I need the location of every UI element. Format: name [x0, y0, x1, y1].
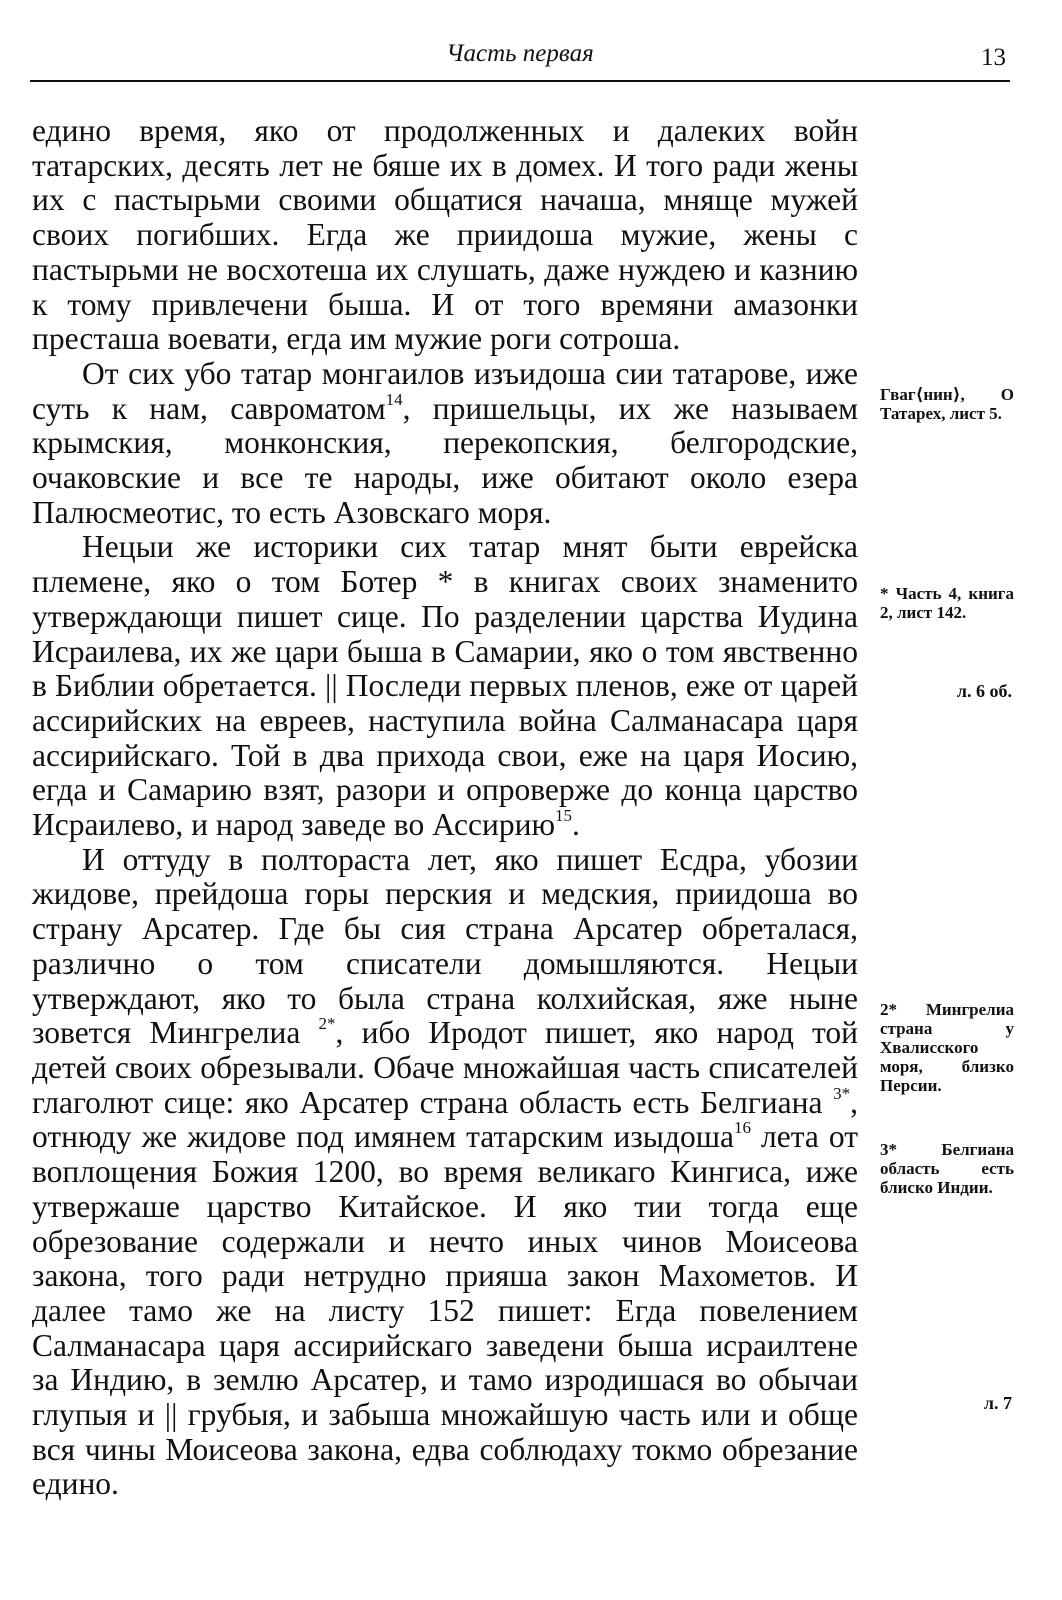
note-ref-3: 3* [833, 1083, 851, 1103]
paragraph-text: , отнюду же жидове под имянем татарским изыдоша [32, 1084, 858, 1155]
paragraph-text: , ибо Иродот пишет, яко народ той детей своих обрезывали. Обаче множайшая часть списателей глаголют сице: яко Арсатер страна область есть Белгиана [32, 1015, 859, 1120]
paragraph-text: . [572, 807, 580, 843]
leaf-mark-7: л. 7 [983, 1393, 1012, 1413]
margin-note-star: * Часть 4, книга 2, лист 142. [880, 584, 1014, 622]
paragraph-3 [32, 530, 858, 842]
footnote-ref-14: 14 [385, 389, 403, 409]
paragraph-text: , пришельцы, их же называем крымския, монконския, перекопския, белгородские, очаковские и все те народы, иже обитают около езера Палюсмеотис, то есть Азовскаго моря. [32, 390, 858, 530]
paragraph-text: лета от воплощения Божия 1200, во время великаго Кингиса, иже утвержаше царство Китайское. И яко тии тогда еще обрезование содержали и нечто иных чинов Моисеова закона, того ради нетрудно прияша закон Махометов. И далее тамо же на листу 152 пишет: Егда повелением Салманасара царя ассирийскаго заведени быша исраилтене за Индию, в землю Арсатер, и тамо изродишася во обычаи глупыя и || грубыя, и забыша множайшую часть или и обще вся чины Моисеова закона, едва соблюдаху токмо обрезание едино. [32, 1119, 858, 1502]
margin-note-2: 2* Мингрелиа страна у Хвалисского моря, близко Персии. [880, 1000, 1014, 1095]
paragraph-2 [32, 357, 858, 531]
margin-note-3: 3* Белгиана область есть блиско Индии. [880, 1140, 1014, 1197]
running-title: Часть первая [446, 40, 594, 67]
paragraph-text: Нецыи же историки сих татар мнят быти еврейска племене, яко о том Ботер * в книгах своих знаменито утверждающи пишет сице. По разделении царства Иудина Исраилева, их же цари быша в Самарии, яко о том явственно в Библии обретается. || Последи первых пленов, еже от царей ассирийских на евреев, наступила война Салманасара царя ассирийскаго. Той в два прихода свои, еже на царя Иосию, егда и Самарию взят, разори и опроверже до конца царство Исраилево, и народ заведе во Ассирию [32, 529, 858, 843]
note-ref-2: 2* [318, 1014, 336, 1034]
footnote-ref-16: 16 [733, 1118, 751, 1138]
paragraph-4 [32, 843, 858, 1502]
page-header [30, 38, 1010, 80]
paragraph-text: едино время, яко от продолженных и далеких войн татарских, десять лет не бяше их в домех. И того ради жены их с пастырьми своими общатися начаша, мняще мужей своих погибших. Егда же приидоша мужие, жены с пастырьми не восхотеша их слушать, даже нуждею и казнию к тому привлечени быша. И от того времяни амазонки престаша воевати, егда им мужие роги сотроша. [32, 113, 858, 357]
leaf-mark-6ob: л. 6 об. [956, 681, 1012, 701]
paragraph-text: И оттуду в полтораста лет, яко пишет Есдра, убозии жидове, прейдоша горы перския и медския, приидоша во страну Арсатер. Где бы сия страна Арсатер обреталася, различно о том списатели домышляются. Нецыи утверждают, яко то была страна колхийская, яже ныне зовется Мингрелиа [32, 841, 858, 1051]
main-text [32, 114, 858, 1502]
footnote-ref-15: 15 [555, 806, 573, 826]
margin-note-source: Гваг⟨нин⟩, О Татарех, лист 5. [880, 385, 1014, 423]
paragraph-1 [32, 114, 858, 357]
paragraph-text: От сих убо татар монгаилов изъидоша сии татарове, иже суть к нам, савроматом [32, 355, 858, 426]
page-number: 13 [981, 44, 1006, 71]
header-rule [30, 80, 1010, 82]
